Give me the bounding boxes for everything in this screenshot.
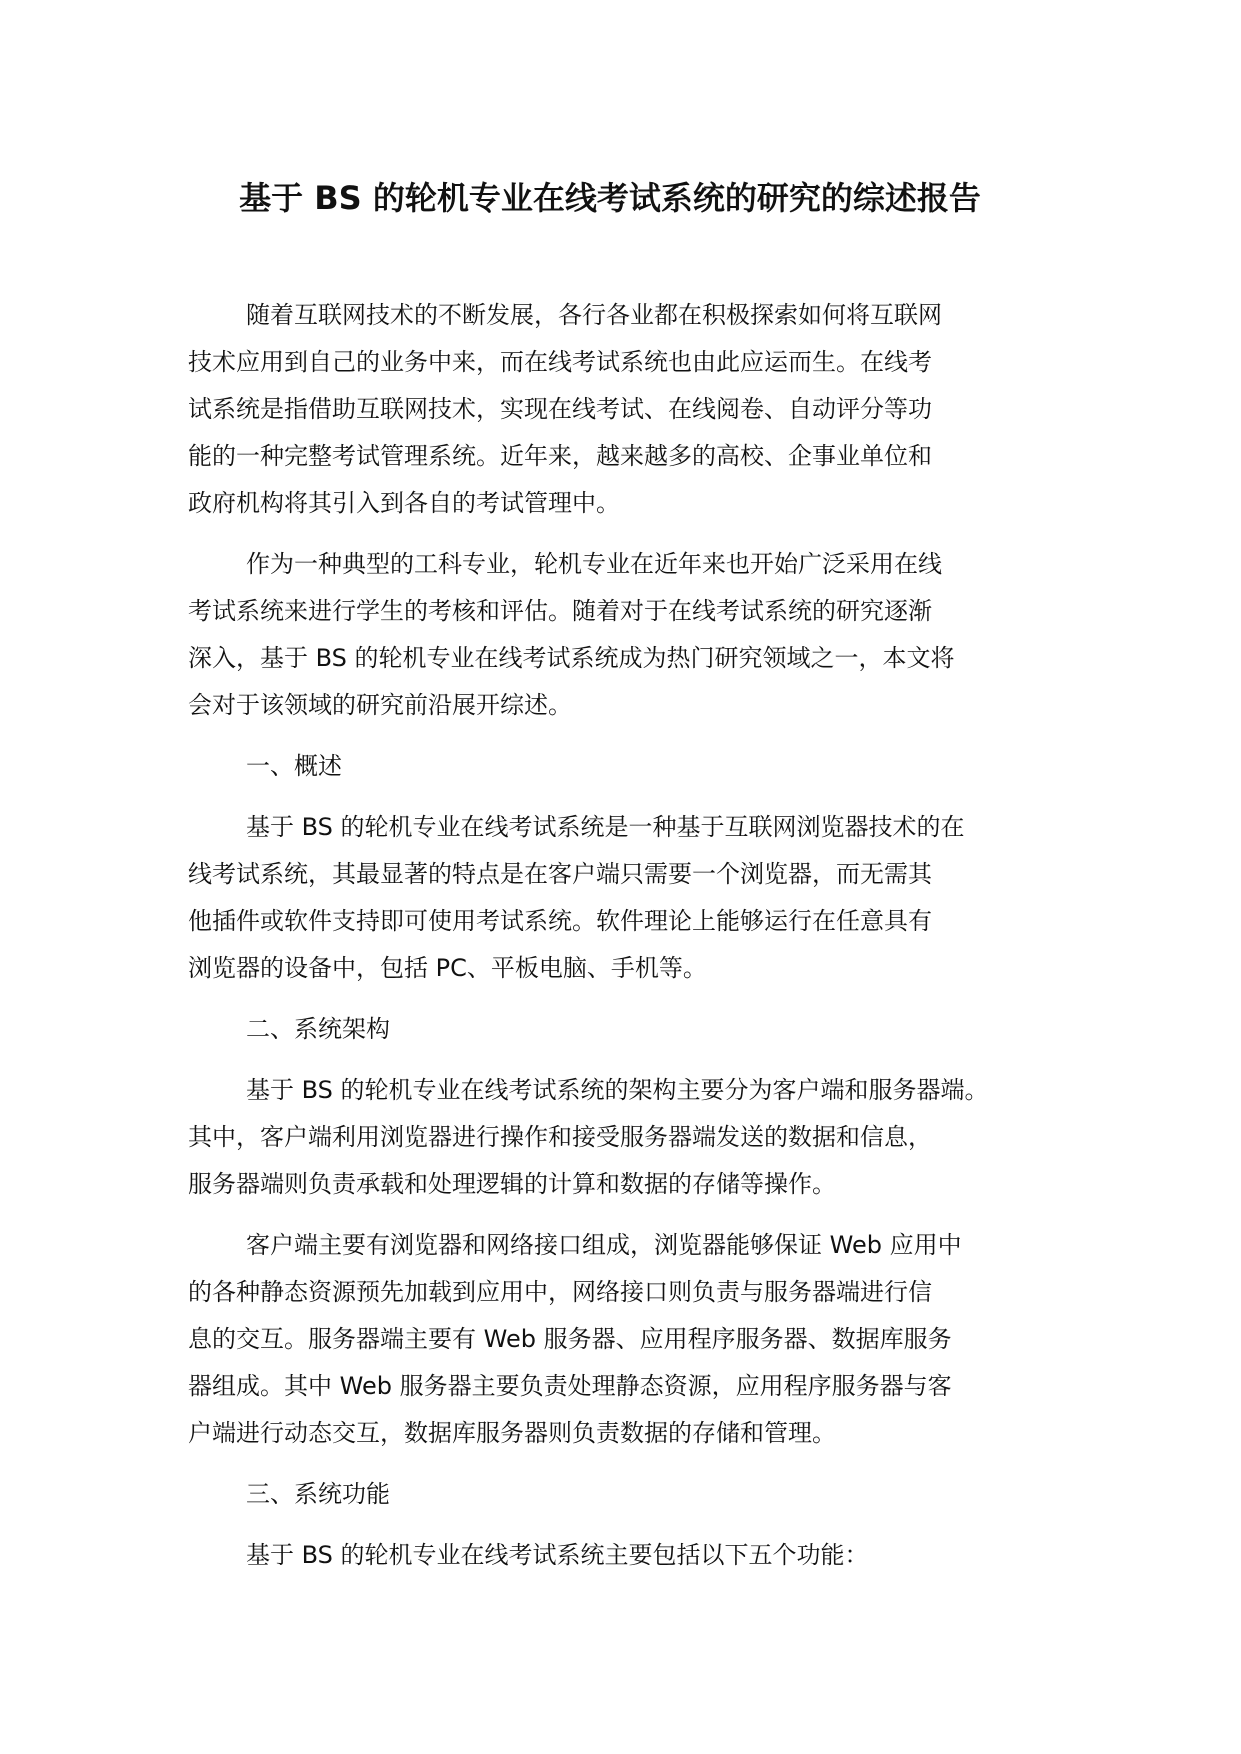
paragraph-line: 试系统是指借助互联网技术，实现在线考试、在线阅卷、自动评分等功 <box>188 395 932 423</box>
paragraph-overview <box>188 804 1058 992</box>
paragraph-architecture-2 <box>188 1222 1058 1457</box>
paragraph-line: 政府机构将其引入到各自的考试管理中。 <box>188 489 620 517</box>
paragraph-intro-2 <box>188 541 1058 729</box>
paragraph-line: 作为一种典型的工科专业，轮机专业在近年来也开始广泛采用在线 <box>246 550 942 578</box>
paragraph-line: 浏览器的设备中，包括 PC、平板电脑、手机等。 <box>188 954 707 982</box>
paragraph-line: 他插件或软件支持即可使用考试系统。软件理论上能够运行在任意具有 <box>188 907 932 935</box>
section-heading-overview <box>188 743 1058 790</box>
section-heading-architecture <box>188 1006 1058 1053</box>
paragraph-line: 技术应用到自己的业务中来，而在线考试系统也由此应运而生。在线考 <box>188 348 932 376</box>
paragraph-line: 会对于该领域的研究前沿展开综述。 <box>188 691 572 719</box>
paragraph-line: 基于 BS 的轮机专业在线考试系统主要包括以下五个功能： <box>246 1541 869 1569</box>
paragraph-line: 客户端主要有浏览器和网络接口组成，浏览器能够保证 Web 应用中 <box>246 1231 962 1259</box>
paragraph-line: 考试系统来进行学生的考核和评估。随着对于在线考试系统的研究逐渐 <box>188 597 932 625</box>
paragraph-intro-1 <box>188 292 1058 527</box>
paragraph-line: 户端进行动态交互，数据库服务器则负责数据的存储和管理。 <box>188 1419 836 1447</box>
paragraph-line: 基于 BS 的轮机专业在线考试系统的架构主要分为客户端和服务器端。 <box>246 1076 989 1104</box>
section-heading: 二、系统架构 <box>246 1015 390 1043</box>
paragraph-line: 基于 BS 的轮机专业在线考试系统是一种基于互联网浏览器技术的在 <box>246 813 965 841</box>
paragraph-functions <box>188 1532 1058 1579</box>
paragraph-line: 深入，基于 BS 的轮机专业在线考试系统成为热门研究领域之一，本文将 <box>188 644 955 672</box>
paragraph-line: 器组成。其中 Web 服务器主要负责处理静态资源，应用程序服务器与客 <box>188 1372 952 1400</box>
document-title: 基于 BS 的轮机专业在线考试系统的研究的综述报告 <box>239 179 981 217</box>
section-heading: 三、系统功能 <box>246 1480 390 1508</box>
paragraph-line: 随着互联网技术的不断发展，各行各业都在积极探索如何将互联网 <box>246 301 942 329</box>
section-heading-functions <box>188 1471 1058 1518</box>
paragraph-line: 线考试系统，其最显著的特点是在客户端只需要一个浏览器，而无需其 <box>188 860 932 888</box>
paragraph-line: 的各种静态资源预先加载到应用中，网络接口则负责与服务器端进行信 <box>188 1278 932 1306</box>
paragraph-line: 息的交互。服务器端主要有 Web 服务器、应用程序服务器、数据库服务 <box>188 1325 952 1353</box>
document-body <box>188 292 1058 1593</box>
paragraph-line: 服务器端则负责承载和处理逻辑的计算和数据的存储等操作。 <box>188 1170 836 1198</box>
paragraph-line: 能的一种完整考试管理系统。近年来，越来越多的高校、企事业单位和 <box>188 442 932 470</box>
paragraph-line: 其中，客户端利用浏览器进行操作和接受服务器端发送的数据和信息， <box>188 1123 932 1151</box>
paragraph-architecture-1 <box>188 1067 1058 1208</box>
section-heading: 一、概述 <box>246 752 342 780</box>
